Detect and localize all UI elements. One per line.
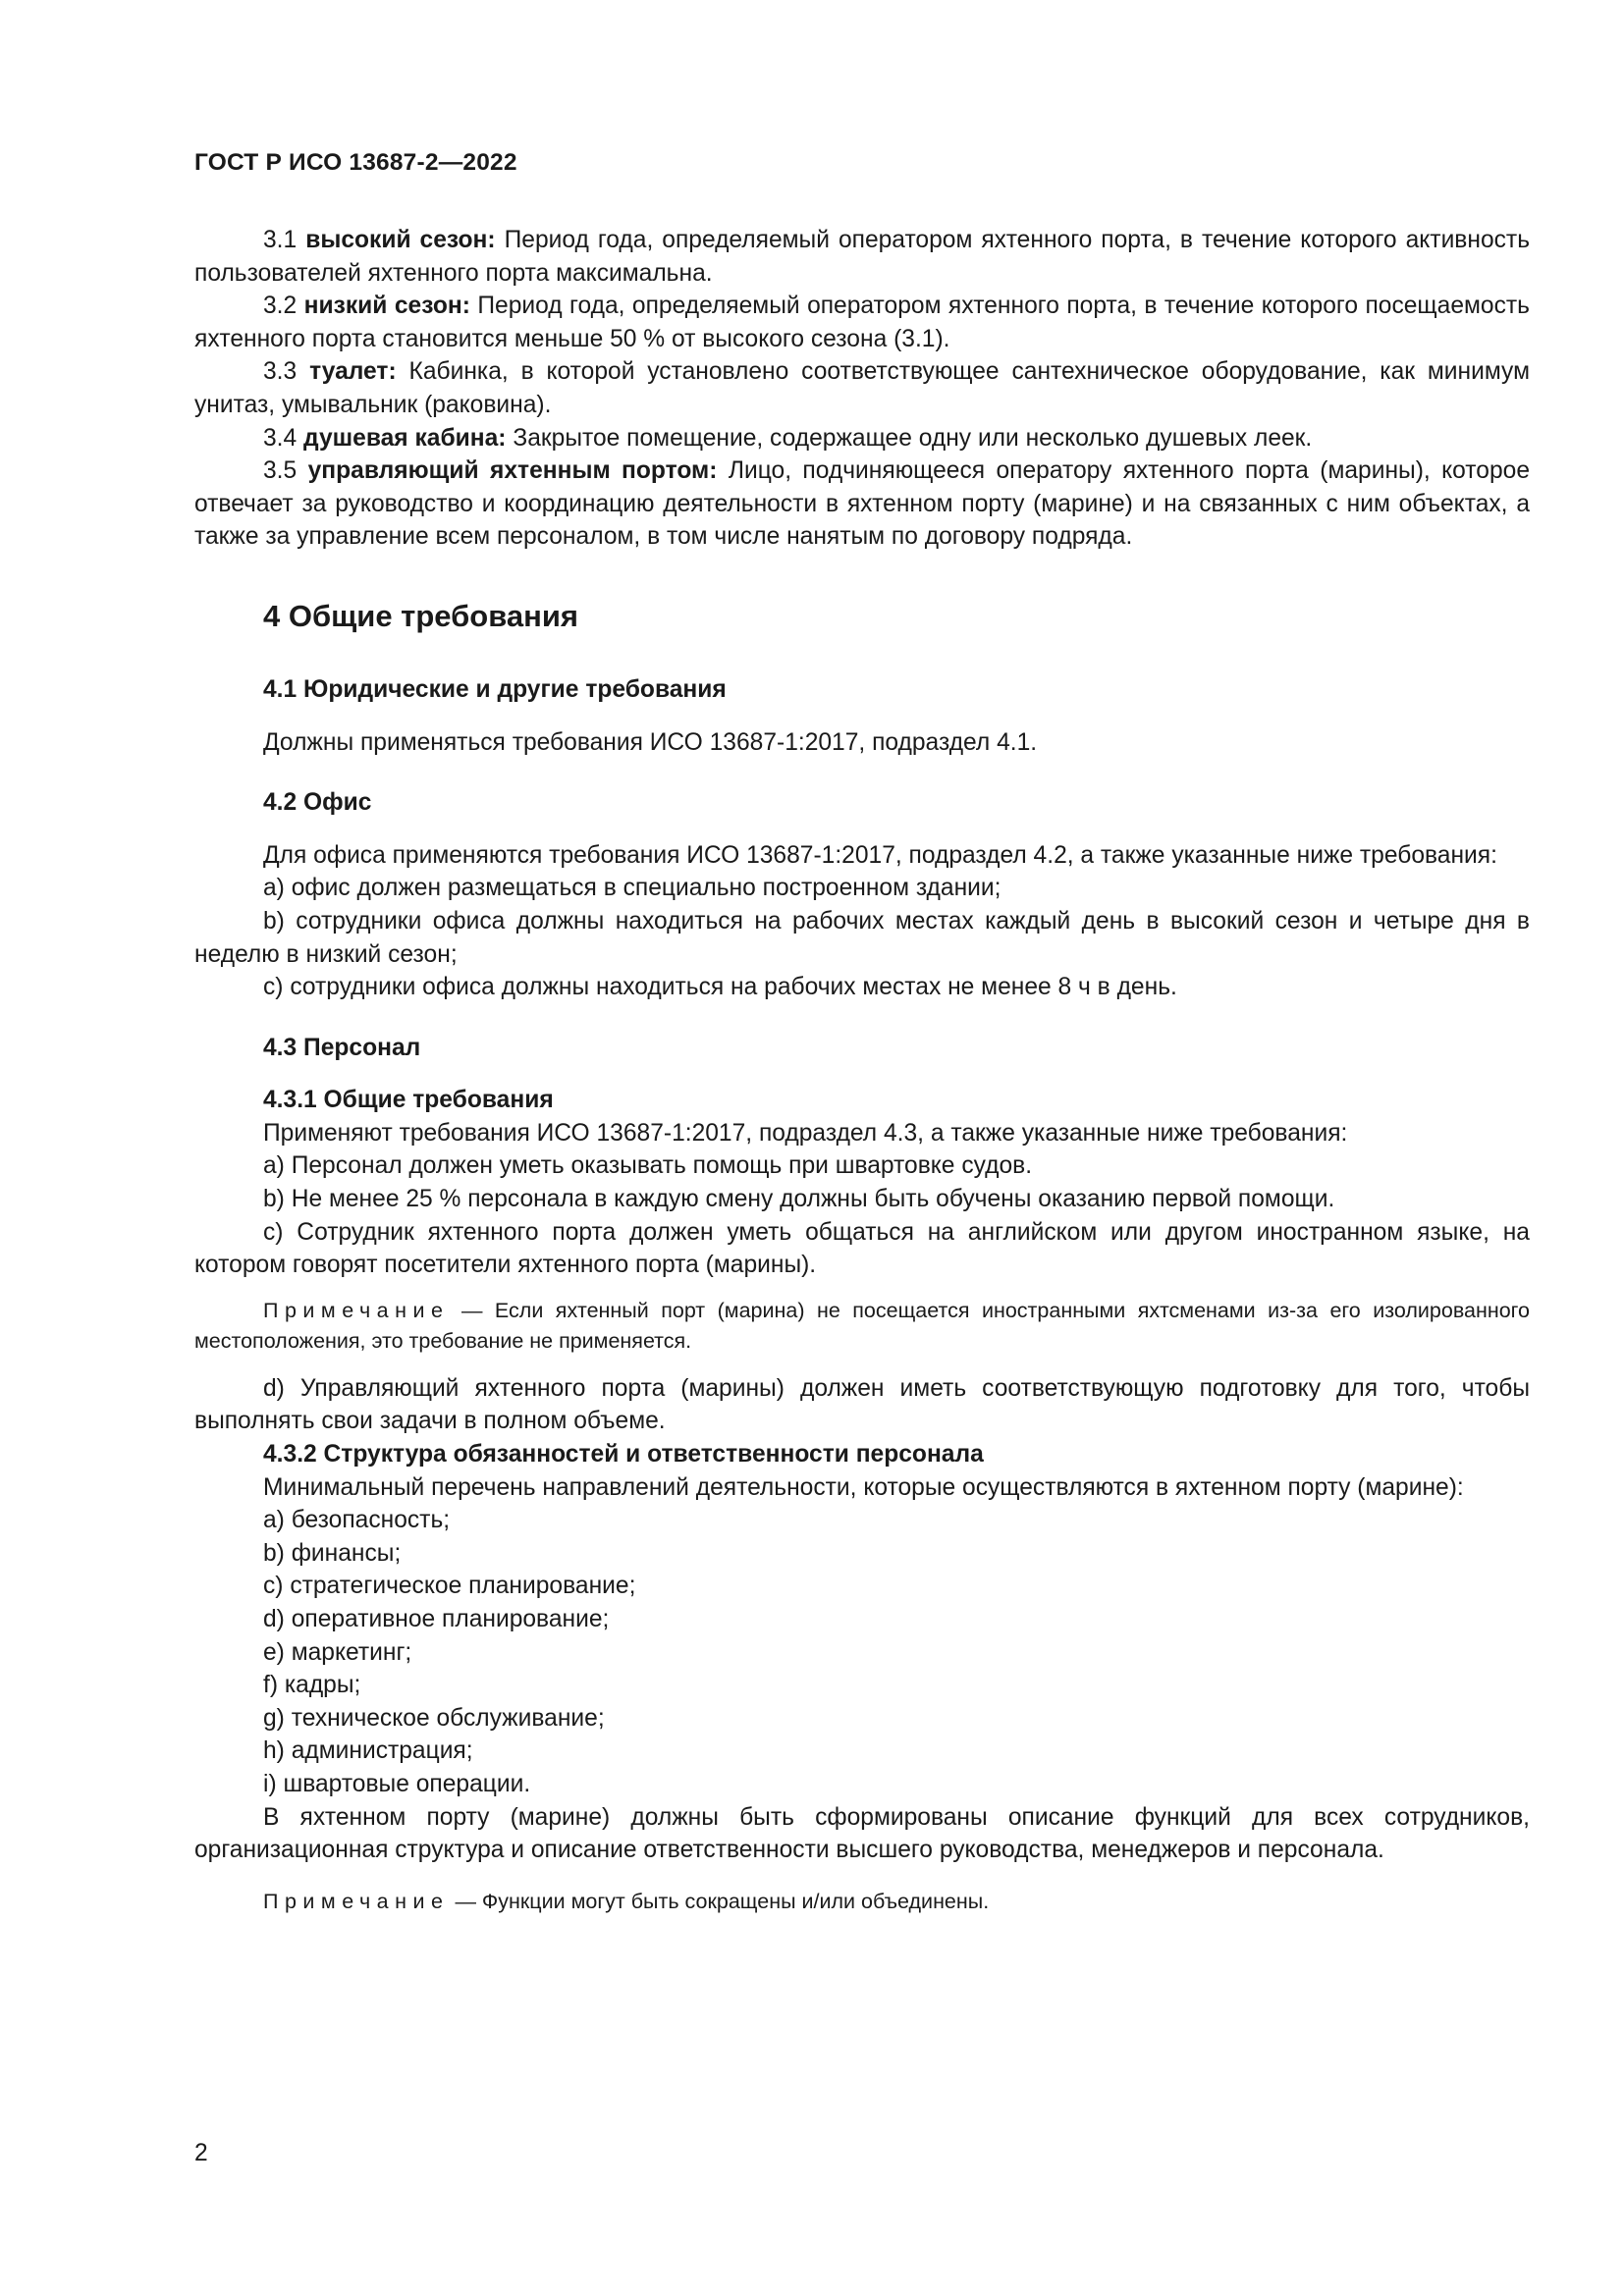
- document-code-header: ГОСТ Р ИСО 13687-2—2022: [194, 149, 517, 176]
- section-4-heading: 4 Общие требования: [263, 598, 578, 633]
- list-item: b) Не менее 25 % персонала в каждую смену должны быть обучены оказанию первой помощи.: [263, 1186, 1335, 1213]
- definition-text: Кабинка, в которой установлено соответствующее сантехническое оборудование, как минимум унитаз, умывальник (раковина).: [194, 358, 1530, 418]
- section-4-3-1-intro: Применяют требования ИСО 13687-1:2017, подраздел 4.3, а также указанные ниже требования:: [263, 1119, 1348, 1147]
- section-4-3-heading: 4.3 Персонал: [263, 1034, 421, 1061]
- definition-term: душевая кабина:: [303, 424, 507, 452]
- definition-item: [194, 290, 1530, 355]
- list-item: a) безопасность;: [263, 1507, 451, 1534]
- definition-text: Закрытое помещение, содержащее одну или несколько душевых леек.: [513, 424, 1313, 452]
- list-item: g) техническое обслуживание;: [263, 1704, 605, 1732]
- list-item: d) оперативное планирование;: [263, 1606, 610, 1632]
- definition-item: [194, 355, 1530, 421]
- note-label: Примечание: [263, 1889, 450, 1913]
- definition-item: [194, 224, 1530, 290]
- list-item: e) маркетинг;: [263, 1638, 412, 1666]
- note-text: — Функции могут быть сокращены и/или объединены.: [455, 1889, 990, 1913]
- list-item: h) администрация;: [263, 1737, 473, 1765]
- definition-number: 3.5: [263, 457, 298, 485]
- section-4-1-text: Должны применяться требования ИСО 13687-1:2017, подраздел 4.1.: [263, 728, 1038, 756]
- section-4-3-2-heading: 4.3.2 Структура обязанностей и ответственности персонала: [263, 1441, 984, 1468]
- note-label: Примечание: [263, 1298, 450, 1322]
- section-4-1-heading: 4.1 Юридические и другие требования: [263, 675, 727, 703]
- definition-number: 3.2: [263, 293, 298, 320]
- note-4-3-1: [194, 1296, 1530, 1357]
- page-content: [194, 224, 1530, 1917]
- section-4-3-1-heading: 4.3.1 Общие требования: [263, 1087, 554, 1114]
- definition-item: [194, 454, 1530, 554]
- definition-item: [194, 422, 1530, 455]
- note-4-3-2: [194, 1887, 1530, 1917]
- page-number: 2: [194, 2140, 208, 2166]
- list-item: a) офис должен размещаться в специально построенном здании;: [263, 875, 1001, 902]
- list-item: c) Сотрудник яхтенного порта должен уметь общаться на английском или другом иностранном языке, на котором говорят посетители яхтенного порта (марины).: [194, 1218, 1530, 1279]
- definitions-list: [194, 224, 1530, 554]
- list-item: i) швартовые операции.: [263, 1770, 531, 1797]
- list-item: d) Управляющий яхтенного порта (марины) должен иметь соответствующую подготовку для того, чтобы выполнять свои задачи в полном объеме.: [194, 1374, 1530, 1435]
- list-item: a) Персонал должен уметь оказывать помощь при швартовке судов.: [263, 1152, 1033, 1180]
- definition-term: высокий сезон:: [305, 227, 496, 253]
- definition-term: низкий сезон:: [303, 293, 470, 320]
- note-text: — Если яхтенный порт (марина) не посещается иностранными яхтсменами из-за его изолированного местоположения, это требование не применяется.: [194, 1298, 1530, 1353]
- definition-number: 3.3: [263, 358, 298, 386]
- definition-text: Период года, определяемый оператором яхтенного порта, в течение которого активность пользователей яхтенного порта максимальна.: [194, 227, 1531, 287]
- list-item: f) кадры;: [263, 1672, 361, 1699]
- definition-text: Лицо, подчиняющееся оператору яхтенного порта (марины), которое отвечает за руководство и координацию деятельности в яхтенном порту (марине) и на связанных с ним объектах, а также за управление всем персоналом, в том числе нанятым по договору подряда.: [194, 457, 1530, 551]
- section-4-3-2-closing: В яхтенном порту (марине) должны быть сформированы описание функций для всех сотрудников, организационная структура и описание ответственности высшего руководства, менеджеров и персонала.: [194, 1803, 1530, 1864]
- section-4-3-2-intro: Минимальный перечень направлений деятельности, которые осуществляются в яхтенном порту (марине):: [263, 1473, 1464, 1501]
- definition-text: Период года, определяемый оператором яхтенного порта, в течение которого посещаемость яхтенного порта становится меньше 50 % от высокого сезона (3.1).: [194, 293, 1530, 352]
- list-item: c) стратегическое планирование;: [263, 1573, 636, 1600]
- section-4-2-intro: Для офиса применяются требования ИСО 13687-1:2017, подраздел 4.2, а также указанные ниже требования:: [263, 841, 1497, 869]
- section-4-2-heading: 4.2 Офис: [263, 789, 372, 817]
- definition-term: управляющий яхтенным портом:: [307, 457, 718, 485]
- definition-number: 3.1: [263, 227, 298, 253]
- list-item: b) сотрудники офиса должны находиться на рабочих местах каждый день в высокий сезон и четыре дня в неделю в низкий сезон;: [194, 907, 1530, 968]
- list-item: c) сотрудники офиса должны находиться на рабочих местах не менее 8 ч в день.: [263, 974, 1177, 1001]
- list-item: b) финансы;: [263, 1539, 402, 1567]
- definition-number: 3.4: [263, 424, 298, 452]
- definition-term: туалет:: [309, 358, 397, 386]
